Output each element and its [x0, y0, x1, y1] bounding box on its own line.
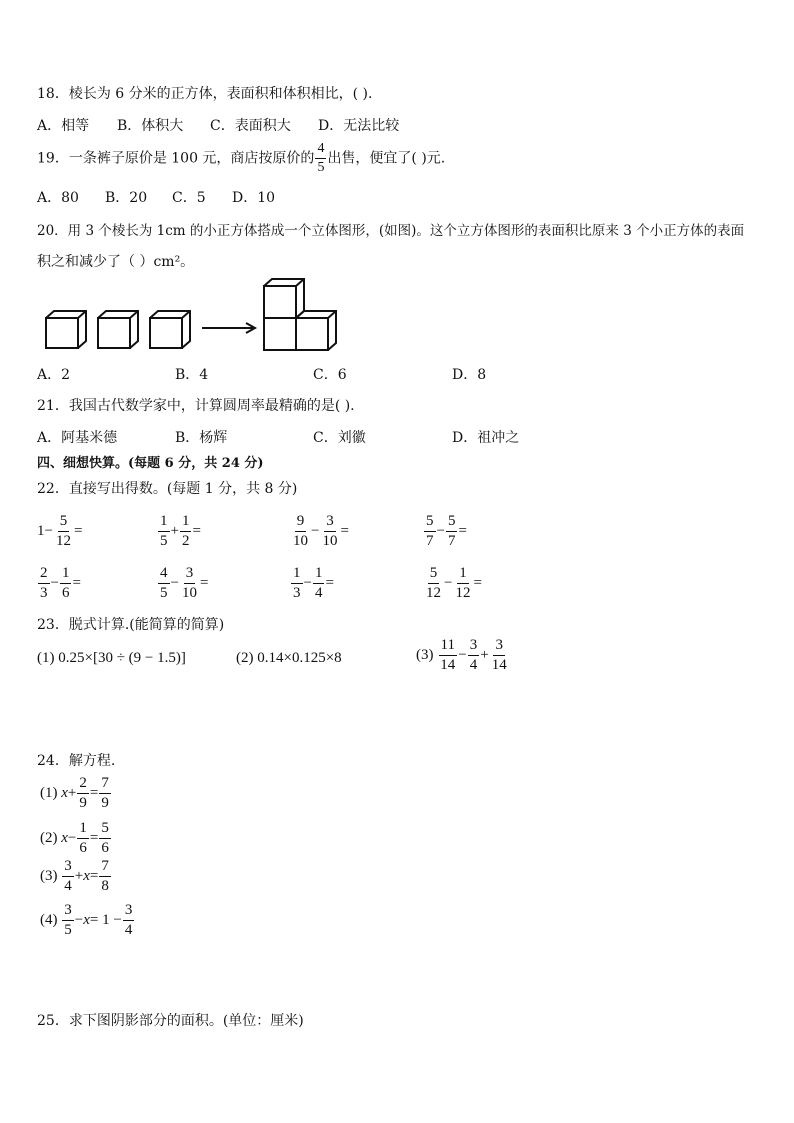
eq2-frac1 [77, 821, 89, 856]
q22-operator: − [444, 574, 453, 591]
eq1-frac2 [99, 776, 111, 811]
q22-fraction [424, 566, 443, 601]
q22-frac-den: 12 [55, 533, 71, 549]
q22-frac-num: 1 [291, 566, 303, 584]
cube-3 [150, 311, 190, 348]
eq1-label: (1) [40, 784, 58, 801]
q19-option-d: D．10 [232, 190, 276, 206]
q19-option-c: C．5 [172, 190, 206, 206]
q22-frac-den: 2 [181, 533, 190, 549]
q22-item [290, 566, 334, 601]
cubes-figure [40, 278, 350, 354]
q21-option-a: A．阿基米德 [37, 430, 118, 446]
eq2-f1-num: 1 [77, 821, 89, 839]
q22-frac-den: 7 [447, 533, 456, 549]
q22-fraction [54, 514, 73, 549]
q22-operator: − [303, 574, 312, 591]
q20-option-a: A．2 [37, 367, 71, 383]
eq4-label: (4) [40, 911, 58, 928]
q22-frac-num: 1 [313, 566, 325, 584]
q22-item [423, 566, 482, 601]
q23-part3-label: (3) [416, 646, 434, 663]
eq2-label: (2) [40, 829, 58, 846]
q18-stem: 18．棱长为 6 分米的正方体，表面积和体积相比，( ). [37, 86, 373, 102]
q22-frac-den: 6 [61, 585, 70, 601]
q23-frac-b-den: 4 [469, 657, 478, 673]
q22-item [37, 566, 81, 601]
eq3-label: (3) [40, 867, 58, 884]
q22-item [423, 514, 467, 549]
q22-lead: 1− [37, 522, 53, 539]
eq3-f2-den: 8 [101, 878, 109, 894]
q24-eq3 [40, 859, 112, 894]
q19-option-b: B．20 [105, 190, 148, 206]
q22-fraction [424, 514, 436, 549]
q19-stem [37, 142, 445, 175]
q23-frac-a-num: 11 [439, 638, 457, 656]
eq1-f1-num: 2 [77, 776, 89, 794]
eq2-eq: = [89, 829, 99, 846]
q22-fraction [158, 514, 170, 549]
q23-frac-b-num: 3 [468, 638, 480, 656]
q20-option-d: D．8 [452, 367, 487, 383]
eq3-var: x [83, 867, 90, 884]
cube-1 [46, 311, 86, 348]
q22-fraction [453, 566, 472, 601]
section-heading: 四、细想快算。(每题 6 分，共 24 分) [37, 456, 264, 471]
q22-equals: = [73, 522, 83, 539]
q23-part1: (1) 0.25×[30 ÷ (9 − 1.5)] [37, 650, 186, 666]
eq3-frac2 [99, 859, 111, 894]
q23-part3: (3) $\frac{11}{14}$ − $\frac{3}{4}$ + $\frac{3}{14}$ [416, 637, 507, 673]
q22-frac-num: 5 [446, 514, 458, 532]
eq1-op: + [67, 784, 77, 801]
q22-stem: 22．直接写出得数。(每题 1 分，共 8 分) [37, 481, 298, 497]
eq3-eq: = [89, 867, 99, 884]
eq2-f2-den: 6 [101, 840, 109, 856]
q22-frac-num: 1 [158, 514, 170, 532]
q24-eq1 [40, 776, 112, 811]
q23-part2: (2) 0.14×0.125×8 [236, 650, 342, 666]
q22-fraction [291, 514, 310, 549]
combined-cubes [264, 279, 336, 350]
q22-frac-den: 3 [40, 585, 48, 601]
arrow-icon [202, 323, 255, 333]
eq2-frac2 [99, 821, 111, 856]
eq4-f1-den: 5 [64, 922, 72, 938]
q22-frac-den: 7 [426, 533, 434, 549]
eq3-f1-num: 3 [62, 859, 74, 877]
eq4-f2-num: 3 [123, 903, 135, 921]
eq4-eq: = 1 − [89, 911, 122, 928]
q22-frac-den: 12 [426, 585, 441, 601]
eq3-f2-num: 7 [99, 859, 111, 877]
eq2-f2-num: 5 [99, 821, 111, 839]
q22-frac-den: 3 [293, 585, 301, 601]
q25-stem: 25．求下图阴影部分的面积。(单位：厘米) [37, 1013, 304, 1029]
eq4-f1-num: 3 [62, 903, 74, 921]
q22-frac-num: 9 [295, 514, 307, 532]
q22-frac-num: 1 [180, 514, 192, 532]
q22-operator: + [170, 522, 179, 539]
q22-equals: = [473, 574, 482, 591]
q18-option-a: A．相等 [37, 118, 90, 134]
q22-equals: = [340, 522, 349, 539]
q22-fraction [291, 566, 303, 601]
q22-frac-den: 5 [160, 533, 168, 549]
q18-option-b: B．体积大 [117, 118, 184, 134]
q24-eq4 [40, 903, 135, 938]
q23-frac-a [438, 638, 457, 673]
q22-equals: = [325, 574, 334, 591]
eq1-f1-den: 9 [79, 795, 87, 811]
q19-option-a: A．80 [37, 190, 79, 206]
q22-fraction [180, 514, 192, 549]
q22-frac-num: 5 [428, 566, 440, 584]
q22-operator: − [436, 522, 445, 539]
eq3-frac1 [62, 859, 74, 894]
q22-item [290, 514, 349, 549]
eq4-var: x [83, 911, 90, 928]
q20-option-b: B．4 [175, 367, 209, 383]
q23-frac-c-den: 14 [491, 657, 507, 673]
q22-equals: = [72, 574, 81, 591]
q22-fraction [38, 566, 50, 601]
q23-frac-a-den: 14 [440, 657, 456, 673]
q22-frac-num: 2 [38, 566, 50, 584]
q22-equals: = [458, 522, 467, 539]
q22-equals: = [199, 574, 209, 591]
q20-option-c: C．6 [313, 367, 347, 383]
q22-operator: − [50, 574, 59, 591]
q22-frac-den: 5 [160, 585, 168, 601]
q19-stem-b: 出售，便宜了( )元. [327, 150, 446, 167]
q22-fraction [313, 566, 325, 601]
q22-frac-den: 10 [322, 533, 338, 549]
q20-line2: 积之和减少了（ ）cm²。 [37, 254, 195, 270]
q23-frac-c-num: 3 [493, 638, 505, 656]
eq1-var: x [61, 784, 68, 801]
q21-option-b: B．杨辉 [175, 430, 228, 446]
q22-frac-num: 3 [324, 514, 336, 532]
eq2-var: x [61, 829, 68, 846]
eq1-frac1 [77, 776, 89, 811]
q22-frac-den: 12 [455, 585, 471, 601]
q22-frac-num: 4 [158, 566, 170, 584]
q19-stem-a: 19．一条裤子原价是 100 元，商店按原价的 [37, 150, 315, 167]
q22-frac-num: 5 [424, 514, 436, 532]
q22-frac-den: 10 [293, 533, 308, 549]
q22-frac-num: 1 [60, 566, 72, 584]
q22-item [157, 514, 201, 549]
q22-frac-num: 5 [58, 514, 70, 532]
eq3-f1-den: 4 [64, 878, 72, 894]
eq2-op: − [67, 829, 77, 846]
q23-frac-c [490, 638, 509, 673]
q22-fraction [446, 514, 458, 549]
q22-fraction [60, 566, 72, 601]
eq1-f2-num: 7 [99, 776, 111, 794]
q21-option-d: D．祖冲之 [452, 430, 520, 446]
q22-equals: = [192, 522, 201, 539]
q19-frac-num: 4 [315, 142, 326, 159]
q22-operator: − [311, 522, 320, 539]
q23-stem: 23．脱式计算.(能简算的简算) [37, 617, 225, 633]
q22-fraction [320, 514, 339, 549]
q22-frac-num: 1 [457, 566, 469, 584]
q18-option-c: C．表面积大 [210, 118, 291, 134]
eq4-f2-den: 4 [124, 922, 133, 938]
q20-line1: 20．用 3 个棱长为 1cm 的小正方体搭成一个立体图形，(如图)。这个立方体图形的表面积比原来 3 个小正方体的表面 [37, 223, 745, 239]
q21-option-c: C．刘徽 [313, 430, 366, 446]
eq4-op: − [74, 911, 84, 928]
q22-frac-num: 3 [184, 566, 196, 584]
q22-item [37, 514, 82, 549]
q21-stem: 21．我国古代数学家中，计算圆周率最精确的是( ). [37, 398, 355, 414]
q18-option-d: D．无法比较 [318, 118, 400, 134]
q22-frac-den: 4 [314, 585, 323, 601]
q22-item [157, 566, 208, 601]
eq1-f2-den: 9 [101, 795, 109, 811]
q19-fraction [315, 142, 326, 175]
q22-frac-den: 10 [181, 585, 197, 601]
eq1-eq: = [89, 784, 99, 801]
eq3-op: + [74, 867, 84, 884]
eq2-f1-den: 6 [79, 840, 87, 856]
eq4-frac2 [123, 903, 135, 938]
q23-frac-b [468, 638, 480, 673]
q24-stem: 24．解方程. [37, 753, 116, 769]
q19-frac-den: 5 [317, 160, 325, 175]
q22-fraction [158, 566, 170, 601]
q22-fraction [180, 566, 199, 601]
q24-eq2 [40, 821, 112, 856]
eq4-frac1 [62, 903, 74, 938]
q22-operator: − [170, 574, 179, 591]
cube-2 [98, 311, 138, 348]
